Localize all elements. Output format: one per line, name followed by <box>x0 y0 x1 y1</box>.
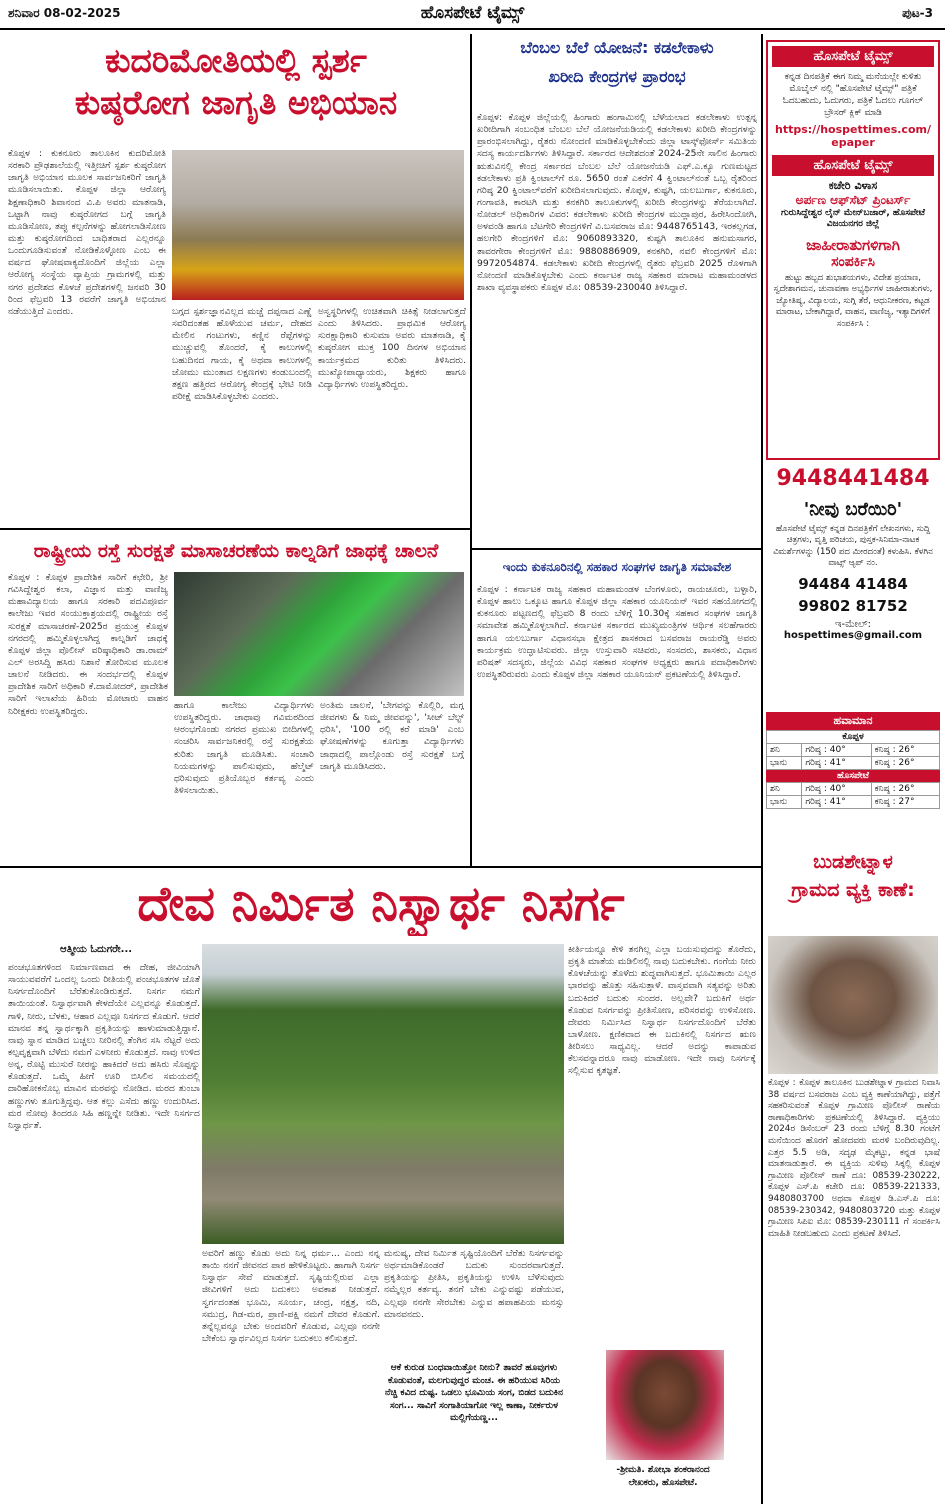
author-photo <box>606 1350 724 1460</box>
ad-phone-1[interactable]: 94484 41484 <box>798 574 908 593</box>
ad-categories: ಹುಟ್ಟು ಹಬ್ಬದ ಶುಭಾಶಯಗಳು, ವಿದೇಶ ಪ್ರಯಾಣ, ಸ್ವದೇಶಾಗಮನ, ಚುನಾವಣಾ ಅಭ್ಯರ್ಥಿಗಳ ಜಾಹೀರಾತುಗಳು, ಜ್ಯೋತಿಷ್ಯ, ವಿದ್ಯಾಲಯ, ಸುಗ್ಗಿ ತೆರೆ, ಆಧುನೀಕರಣ, ಕಟ್ಟಡ ಮಾರಾಟ, ಬೇಕಾಗಿದ್ದಾರೆ, ವಾಹನ, ವಾಣಿಜ್ಯ, ಇತ್ಯಾದಿಗಳಿಗೆ ಸಂಪರ್ಕಿಸಿ : <box>773 272 933 329</box>
feature-salutation: ಆತ್ಮೀಯ ಓದುಗರೇ... <box>60 944 133 955</box>
headline-line1: ಬೆಂಬಲ ಬೆಲೆ ಯೋಜನೆ: ಕಡಲೇಕಾಳು <box>520 38 714 57</box>
weather-row: ಶನಿ ಗರಿಷ್ಠ : 40° ಕನಿಷ್ಠ : 26° <box>767 783 940 796</box>
ad-write-heading: 'ನೀವು ಬರೆಯಿರಿ' <box>803 499 903 520</box>
section-divider <box>0 528 470 530</box>
headline-line2: ಗ್ರಾಮದ ವ್ಯಕ್ತಿ ಕಾಣೆ: <box>791 878 915 901</box>
feature-poem: ಆಕೆ ಕುರುಡ ಬಂಧವಾಯಿತ್ತೋ ನೀನು? ತಾವರೆ ಹೂವುಗಳು ಕೊಡುವಂತೆ, ಮಲಗುವುದ್ದರ ಮಂಚ. ಈ ಹರಿಯುವ ಸಿರಿಯ ನೆಚ್ಚಿ ಕವಿದ ದುಷ್ಟ. ಒಡಲು ಭೂಮಿಯ ಸಂಗ, ಬಿಡದ ಬದುಕಿನ ಸಂಗ... ಸಾವಿಗೆ ಸಂಗಾತಿಯಾಗೋ ಇಲ್ಲ ಕಾಣಾ, ನೀರ್ಕರುಳ ಮಲ್ಲಿಗೆಯಣ್ಣ... <box>384 1363 563 1424</box>
ad-printer: ಅರ್ಪಣ ಆಫ್‌ಸೆಟ್ ಪ್ರಿಂಟರ್ಸ್ <box>795 192 911 207</box>
story-road-safety-headline: ರಾಷ್ಟ್ರೀಯ ರಸ್ತೆ ಸುರಕ್ಷತೆ ಮಾಸಾಚರಣೆಯ ಕಾಲ್ನಡಿಗೆ ಜಾಥಕ್ಕೆ ಚಾಲನೆ <box>33 540 439 562</box>
weather-table-hospet <box>766 782 940 809</box>
headline-line2: ಕುಷ್ಠರೋಗ ಜಾಗೃತಿ ಅಭಿಯಾನ <box>74 82 398 122</box>
ad-office-label: ಕಚೇರಿ ವಿಳಾಸ <box>828 178 878 192</box>
ad-url-suffix: epaper <box>831 135 875 149</box>
headline-line1: ಬುಡಶೇಟ್ನಾಳ <box>813 851 893 873</box>
feature-mid-column-1: ಅವರಿಗೆ ಹಣ್ಣು ಕೊಡು ಅದು ನಿನ್ನ ಧರ್ಮ... ಎಂದು ನನ್ನ ತಾಯಿ ನನಗೆ ಜೀವನದ ಪಾಠ ಹೇಳಿಕೊಟ್ಟರು. ಹಾಗಾಗಿ ನಿಸರ್ಗ ನಿಸ್ವಾರ್ಥ ಸೇವೆ ಮಾಡುತ್ತದೆ. ಸೃಷ್ಟಿಯಲ್ಲಿರುವ ಎಲ್ಲಾ ಜೀವಿಗಳಿಗೆ ಅದು ಬದುಕಲು ಅವಕಾಶ ನೀಡುತ್ತದೆ. ಸ್ವರ್ಗದಂತಹ ಭೂಮಿ, ಸೂರ್ಯ, ಚಂದ್ರ, ನಕ್ಷತ್ರ, ನದಿ, ಸಮುದ್ರ, ಗಿಡ-ಮರ, ಪ್ರಾಣಿ-ಪಕ್ಷಿ ನಮಗೆ ದೇವರ ಕೊಡುಗೆ. ತನ್ನೆಲ್ಲವನ್ನೂ ಬೇಕು ಅಂದವರಿಗೆ ಕೊಡುವ, ಎಲ್ಲವೂ ನನಗೇ ಬೇಕೆಂಬ ಸ್ವಾರ್ಥವಿಲ್ಲದ ನಿಸರ್ಗ ಬದುಕಲು ಕಲಿಸುತ್ತದೆ. <box>202 1248 380 1344</box>
ad-address: ಗುರುಸಿದ್ದೇಶ್ವರ ಲೈನ್ ಮೇನ್‌ಬಜಾರ್, ಹೊಸಪೇಟೆ ವಿಜಯನಗರ ಜಿಲ್ಲೆ <box>781 207 925 230</box>
section-divider <box>0 866 761 868</box>
story-road-safety-col2: ಹಾಗೂ ಕಾಲೇಜು ವಿದ್ಯಾರ್ಥಿಗಳು ಉಪಸ್ಥಿತರಿದ್ದರು. ಜಾಥಾವು ಗವಿಮಠದಿಂದ ಆರಂಭಗೊಂಡು ನಗರದ ಪ್ರಮುಖ ಬೀದಿಗಳಲ್ಲಿ ಸಂಚರಿಸಿ ಸಾರ್ವಜನಿಕರಲ್ಲಿ ರಸ್ತೆ ಸುರಕ್ಷತೆಯ ಕುರಿತು ಜಾಗೃತಿ ಮೂಡಿಸಿತು. ಸಂಚಾರಿ ನಿಯಮಗಳನ್ನು ಪಾಲಿಸುವುದು, ಹೆಲ್ಮೆಟ್ ಧರಿಸುವುದು ಪ್ರತಿಯೊಬ್ಬರ ಕರ್ತವ್ಯ ಎಂದು ತಿಳಿಸಲಾಯಿತು. <box>174 700 314 796</box>
column-divider <box>761 34 763 1504</box>
headline-line1: ಕುದರಿಮೋತಿಯಲ್ಲಿ ಸ್ಪರ್ಶ <box>105 41 367 80</box>
story-msp-headline <box>476 38 758 110</box>
issue-date: ಶನಿವಾರ 08-02-2025 <box>8 6 121 20</box>
weather-title: ಹವಾಮಾನ <box>766 712 940 730</box>
author-name: -ಶ್ರೀಮತಿ. ಶೋಭಾ ಶಂಕರಾನಂದ <box>616 1465 710 1475</box>
story-leprosy-col2: ಬಗ್ಗದ ಸ್ಪರ್ಶಜ್ಞಾನವಿಲ್ಲದ ಮಚ್ಚೆ ದಪ್ಪನಾದ ಎಣ್ಣೆ ಸವರಿದಂತಹ ಹೊಳೆಯುವ ಚರ್ಮ, ದೇಹದ ಮೇಲಿನ ಗಂಟುಗಳು, ಕಣ್ಣಿನ ರೆಪ್ಪೆಗಳನ್ನು ಮುಚ್ಚುವಲ್ಲಿ ತೊಂದರೆ, ಕೈ ಕಾಲುಗಳಲ್ಲಿ ಬಹುದಿನದ ಗಾಯ, ಕೈ ಅಥವಾ ಕಾಲುಗಳಲ್ಲಿ ಜೋಮು ಮುಂತಾದ ಲಕ್ಷಣಗಳು ಕಂಡುಬಂದಲ್ಲಿ ತಕ್ಷಣ ಹತ್ತಿರದ ಆರೋಗ್ಯ ಕೇಂದ್ರಕ್ಕೆ ಭೇಟಿ ನೀಡಿ ಪರೀಕ್ಷೆ ಮಾಡಿಸಿಕೊಳ್ಳಬೇಕು ಎಂದರು. <box>172 306 312 402</box>
weather-row: ಭಾನು ಗರಿಷ್ಠ : 41° ಕನಿಷ್ಠ : 27° <box>767 796 940 809</box>
story-msp-body: ಕೊಪ್ಪಳ: ಕೊಪ್ಪಳ ಜಿಲ್ಲೆಯಲ್ಲಿ ಹಿಂಗಾರು ಹಂಗಾಮಿನಲ್ಲಿ ಬೆಳೆಯಲಾದ ಕಡಲೇಕಾಳು ಉತ್ಪನ್ನ ಖರೀದಿಗಾಗಿ ಸಂಬಂಧಿತ ಬೆಂಬಲ ಬೆಲೆ ಯೋಜನೆಯಡಿಯಲ್ಲಿ ಕಡಲೇಕಾಳು ಖರೀದಿ ಕೇಂದ್ರಗಳನ್ನು ಪ್ರಾರಂಭಿಸಲಾಗಿದ್ದು, ರೈತರು ನೋಂದಣಿ ಮಾಡಿಕೊಳ್ಳಬೇಕೆಂದು ಜಿಲ್ಲಾ ಟಾಸ್ಕ್‌ಫೋರ್ಸ್ ಸಮಿತಿಯ ಸದಸ್ಯ ಕಾರ್ಯದರ್ಶಿಗಳು ತಿಳಿಸಿದ್ದಾರೆ. ಸರ್ಕಾರದ ಆದೇಶದಂತೆ 2024-25ನೇ ಸಾಲಿನ ಹಿಂಗಾರು ಋತುವಿನಲ್ಲಿ ಕೇಂದ್ರ ಸರ್ಕಾರದ ಬೆಂಬಲ ಬೆಲೆ ಯೋಜನೆಯಡಿ ಎಫ್.ಎ.ಕ್ಯೂ ಗುಣಮಟ್ಟದ ಕಡಲೇಕಾಳು ಪ್ರತಿ ಕ್ವಿಂಟಾಲ್‌ಗೆ ರೂ. 5650 ರಂತೆ ಎಕರೆಗೆ 4 ಕ್ವಿಂಟಾಲ್‌ನಂತೆ ಒಬ್ಬ ರೈತರಿಂದ ಗರಿಷ್ಠ 20 ಕ್ವಿಂಟಾಲ್‌ವರೆಗೆ ಖರೀದಿಸಲಾಗುವುದು. ಕೊಪ್ಪಳ, ಕುಷ್ಟಗಿ, ಯಲಬುರ್ಗಾ, ಕುಕನೂರು, ಗಂಗಾವತಿ, ಕಾರಟಗಿ ಮತ್ತು ಕನಕಗಿರಿ ತಾಲೂಕುಗಳಲ್ಲಿ ಖರೀದಿ ಕೇಂದ್ರಗಳನ್ನು ತೆರೆಯಲಾಗಿದೆ. ನೋಡಲ್ ಅಧಿಕಾರಿಗಳ ವಿವರ: ಕಡಲೇಕಾಳು ಖರೀದಿ ಕೇಂದ್ರಗಳ ಮುದ್ಲಾಪುರ, ಹಿರೇಸಿಂದೋಗಿ, ಅಳವಂಡಿ ಹಾಗೂ ಬೆಟಗೇರಿ ಕೇಂದ್ರಗಳಿಗೆ ವಿ.ಬಸವರಾಜ ಮೊ: 9448765143, ಇರಕಲ್ಲಗಡ, ಹಲಗೇರಿ ಕೇಂದ್ರಗಳಿಗೆ ಮೊ: 9060893320, ಕುಷ್ಟಗಿ ತಾಲೂಕಿನ ಹನುಮಸಾಗರ, ತಾವರಗೇರಾ ಕೇಂದ್ರಗಳಿಗೆ ಮೊ: 9880886909, ಕನಕಗಿರಿ, ನವಲಿ ಕೇಂದ್ರಗಳಿಗೆ ಮೊ: 9972054874. ಕಡಲೇಕಾಳು ಖರೀದಿ ಕೇಂದ್ರಗಳಲ್ಲಿ ರೈತರು ಫೆಬ್ರವರಿ 2025 ರೊಳಗಾಗಿ ನೋಂದಣಿ ಮಾಡಿಕೊಳ್ಳಬೇಕು ಎಂದು ಕರ್ನಾಟಕ ರಾಜ್ಯ ಸಹಕಾರ ಮಾರಾಟ ಮಹಾಮಂಡಳದ ಶಾಖಾ ವ್ಯವಸ್ಥಾಪಕರು ಕೊಪ್ಪಳ ಮೊ: 08539-230040 ತಿಳಿಸಿದ್ದಾರೆ. <box>477 112 757 293</box>
story-leprosy-col1: ಕೊಪ್ಪಳ : ಕುಕನೂರು ತಾಲೂಕಿನ ಕುದರಿಮೋತಿ ಸರಕಾರಿ ಪ್ರೌಢಶಾಲೆಯಲ್ಲಿ ಇತ್ತೀಚಿಗೆ ಸ್ಪರ್ಶ ಕುಷ್ಠರೋಗ ಜಾಗೃತಿ ಅಭಿಯಾನ ಮೂಲಕ ಸಾರ್ವಜನಿಕರಿಗೆ ಜಾಗೃತಿ ಮೂಡಿಸಲಾಯಿತು. ಕೊಪ್ಪಳ ಜಿಲ್ಲಾ ಆರೋಗ್ಯ ಶಿಕ್ಷಣಾಧಿಕಾರಿ ಶಿವಾನಂದ ವಿ.ಪಿ ಅವರು ಮಾತನಾಡಿ, ಒಟ್ಟಾಗಿ ನಾವು ಕುಷ್ಠರೋಗದ ಬಗ್ಗೆ ಜಾಗೃತಿ ಮೂಡಿಸೋಣ, ತಪ್ಪು ಕಲ್ಪನೆಗಳನ್ನು ಹೋಗಲಾಡಿಸೋಣ ಮತ್ತು ಕುಷ್ಠರೋಗದಿಂದ ಬಾಧಿತರಾದ ಎಲ್ಲರನ್ನೂ ಒಂದುಗೂಡಿಸುವಂತೆ ನೋಡಿಕೊಳ್ಳೋಣ ಎಂಬ ಈ ವರ್ಷದ ಘೋಷವಾಕ್ಯದೊಂದಿಗೆ ಜಿಲ್ಲೆಯ ಎಲ್ಲಾ ಆರೋಗ್ಯ ಸಂಸ್ಥೆಯ ವ್ಯಾಪ್ತಿಯ ಗ್ರಾಮಗಳಲ್ಲಿ ಮತ್ತು ನಗರ ಪ್ರದೇಶದ ಕೊಳಚೆ ಪ್ರದೇಶಗಳಲ್ಲಿ ಜನವರಿ 30 ರಿಂದ ಫೆಬ್ರವರಿ 13 ರವರೆಗೆ ಜಾಗೃತಿ ಅಭಿಯಾನ ನಡೆಯುತ್ತಿದೆ ಎಂದರು. <box>8 148 166 317</box>
photo-flag-off <box>174 572 464 696</box>
photo-school-awareness <box>172 150 464 300</box>
column-divider <box>470 34 472 866</box>
page-number: ಪುಟ-3 <box>902 6 933 20</box>
story-cooperative-headline: ಇಂದು ಕುಕನೂರಿನಲ್ಲಿ ಸಹಕಾರ ಸಂಘಗಳ ಜಾಗೃತಿ ಸಮಾವೇಶ <box>502 560 732 574</box>
ad-contact-heading: ಜಾಹೀರಾತುಗಳಿಗಾಗಿ <box>806 235 900 254</box>
story-leprosy-headline <box>6 36 466 144</box>
ad-phone-2[interactable]: 99802 81752 <box>798 596 908 615</box>
weather-city-1: ಕೊಪ್ಪಳ <box>767 731 940 744</box>
story-cooperative-body: ಕೊಪ್ಪಳ : ಕರ್ನಾಟಕ ರಾಜ್ಯ ಸಹಕಾರ ಮಹಾಮಂಡಳ ಬೆಂಗಳೂರು, ರಾಯಚೂರು, ಬಳ್ಳಾರಿ, ಕೊಪ್ಪಳ ಹಾಲು ಒಕ್ಕೂಟ ಹಾಗೂ ಕೊಪ್ಪಳ ಜಿಲ್ಲಾ ಸಹಕಾರ ಯೂನಿಯನ್ ಇವರ ಸಹಯೋಗದಲ್ಲಿ ಕುಕನೂರು ಪಟ್ಟಣದಲ್ಲಿ ಫೆಬ್ರವರಿ 8 ರಂದು ಬೆಳಿಗ್ಗೆ 10.30ಕ್ಕೆ ಸಹಕಾರ ಸಂಘಗಳ ಜಾಗೃತಿ ಸಮಾವೇಶ ಹಮ್ಮಿಕೊಳ್ಳಲಾಗಿದೆ. ಕರ್ನಾಟಕ ಸರ್ಕಾರದ ಮುಖ್ಯಮಂತ್ರಿಗಳ ಆರ್ಥಿಕ ಸಲಹೆಗಾರರು ಹಾಗೂ ಯಲಬುರ್ಗಾ ವಿಧಾನಸಭಾ ಕ್ಷೇತ್ರದ ಶಾಸಕರಾದ ಬಸವರಾಜ ರಾಯರೆಡ್ಡಿ ಅವರು ಕಾರ್ಯಕ್ರಮ ಉದ್ಘಾಟಿಸುವರು. ಜಿಲ್ಲಾ ಉಸ್ತುವಾರಿ ಸಚಿವರು, ಸಂಸದರು, ಶಾಸಕರು, ವಿಧಾನ ಪರಿಷತ್ ಸದಸ್ಯರು, ಜಿಲ್ಲೆಯ ವಿವಿಧ ಸಹಕಾರ ಸಂಘಗಳ ಅಧ್ಯಕ್ಷರು ಹಾಗೂ ಪದಾಧಿಕಾರಿಗಳು ಉಪಸ್ಥಿತರಿರುವರು ಎಂದು ಕೊಪ್ಪಳ ಜಿಲ್ಲಾ ಸಹಕಾರ ಯೂನಿಯನ್ ಪ್ರಕಟಣೆಯಲ್ಲಿ ತಿಳಿಸಿದ್ದಾರೆ. <box>477 584 757 680</box>
ad-contact-block <box>766 462 940 710</box>
masthead: ಹೊಸಪೇಟೆ ಟೈಮ್ಸ್ <box>420 3 525 23</box>
feature-right-column: ಕೀರ್ತಿಯನ್ನೂ ಕೇಳಿ ತನಗಿಲ್ಲ ಎಲ್ಲಾ ಬಯಸುವುದನ್ನು ತೊರೆದು, ಪ್ರಕೃತಿ ಮಾತೆಯ ಮಡಿಲಿನಲ್ಲಿ ನಾವು ಬದುಕಬೇಕು. ಗಂಗೆಯ ನೀರು ಕೊಳಚೆಯನ್ನು ತೊಳೆದು ಶುದ್ಧವಾಗಿಸುತ್ತದೆ. ಭೂಮಿತಾಯಿ ಎಲ್ಲರ ಭಾರವನ್ನು ಹೊತ್ತು ಸಹಿಸುತ್ತಾಳೆ. ವಾಸ್ತವವಾಗಿ ಸತ್ಯವನ್ನು ಅರಿತು ಬದುಕಿದರೆ ಬದುಕು ಸುಂದರ. ಅಲ್ಲವೇ? ಬದುಕಿಗೆ ಅರ್ಥ ಕೊಡುವ ನಿಸರ್ಗವನ್ನು ಪ್ರೀತಿಸೋಣ, ಪರಿಸರವನ್ನು ಉಳಿಸೋಣ. ದೇವರು ನಿರ್ಮಿಸಿದ ನಿಸ್ವಾರ್ಥ ನಿಸರ್ಗದೊಂದಿಗೆ ಬೆರೆತು ಬಾಳೋಣ. ಕ್ಷಣಿಕವಾದ ಈ ಬದುಕಿನಲ್ಲಿ ನಿಸರ್ಗದ ಋಣ ತೀರಿಸಲು ಸಾಧ್ಯವಿಲ್ಲ. ಆದರೆ ಅದನ್ನು ಕಾಪಾಡುವ ಕೆಲಸವನ್ನಾದರೂ ನಾವು ಮಾಡೋಣ. ಇದೇ ನಾವು ನಿಸರ್ಗಕ್ಕೆ ಸಲ್ಲಿಸುವ ಕೃತಜ್ಞತೆ. <box>568 944 756 1077</box>
ad-epaper-text: ಕನ್ನಡ ದಿನಪತ್ರಿಕೆ ಈಗ ನಿಮ್ಮ ಮನೆಯಲ್ಲೇ ಕುಳಿತು ಮೊಬೈಲ್ ನಲ್ಲಿ "ಹೊಸಪೇಟೆ ಟೈಮ್ಸ್" ಪತ್ರಿಕೆ ಓದಬಹುದು, ಓದುಗರು, ಪತ್ರಿಕೆ ಓದಲು ಗೂಗಲ್ ಬ್ರೌಸರ್ ಕ್ಲಿಕ್ ಮಾಡಿ <box>782 72 924 119</box>
ad-url[interactable]: https://hospettimes.com/ <box>775 122 931 136</box>
ad-brand: ಹೊಸಪೇಟೆ ಟೈಮ್ಸ್ <box>772 46 934 67</box>
newspaper-ad <box>766 40 940 460</box>
section-divider <box>472 548 761 550</box>
missing-person-body: ಕೊಪ್ಪಳ : ಕೊಪ್ಪಳ ತಾಲೂಕಿನ ಬುಡಶೇಟ್ನಾಳ ಗ್ರಾಮದ ನಿವಾಸಿ 38 ವರ್ಷದ ಬಸವರಾಜ ಎಂಬ ವ್ಯಕ್ತಿ ಕಾಣೆಯಾಗಿದ್ದು, ಪತ್ತೆಗೆ ಸಹಕರಿಸುವಂತೆ ಕೊಪ್ಪಳ ಗ್ರಾಮೀಣ ಪೊಲೀಸ್ ಠಾಣೆಯ ಠಾಣಾಧಿಕಾರಿಗಳು ಪ್ರಕಟಣೆಯಲ್ಲಿ ತಿಳಿಸಿದ್ದಾರೆ. ವ್ಯಕ್ತಿಯು 2024ರ ಡಿಸೆಂಬರ್ 23 ರಂದು ಬೆಳಿಗ್ಗೆ 8.30 ಗಂಟೆಗೆ ಮನೆಯಿಂದ ಹೊರಗೆ ಹೋದವರು ಮರಳಿ ಬಂದಿರುವುದಿಲ್ಲ. ಎತ್ತರ 5.5 ಅಡಿ, ಸದೃಢ ಮೈಕಟ್ಟು, ಕನ್ನಡ ಭಾಷೆ ಮಾತನಾಡುತ್ತಾರೆ. ಈ ವ್ಯಕ್ತಿಯ ಸುಳಿವು ಸಿಕ್ಕಲ್ಲಿ ಕೊಪ್ಪಳ ಗ್ರಾಮೀಣ ಪೊಲೀಸ್ ಠಾಣೆ ದೂ: 08539-230222, ಕೊಪ್ಪಳ ಎಸ್.ಪಿ ಕಚೇರಿ ದೂ: 08539-221333, 9480803700 ಅಥವಾ ಕೊಪ್ಪಳ ಡಿ.ಎಸ್.ಪಿ ದೂ: 08539-230342, 9480803720 ಮತ್ತು ಕೊಪ್ಪಳ ಗ್ರಾಮೀಣ ಸಿಪಿಐ ಮೊ: 08539-230111 ಗೆ ಸಂಪರ್ಕಿಸಿ ಮಾಹಿತಿ ನೀಡಬಹುದು ಎಂದು ಪ್ರಕಟಣೆ ತಿಳಿಸಿದೆ. <box>768 1078 940 1239</box>
page-header <box>0 0 945 30</box>
weather-box <box>766 712 940 834</box>
missing-person-photo <box>768 936 938 1074</box>
feature-mid-column-2: ಮನುಷ್ಯ, ದೇವ ನಿರ್ಮಿತ ಸೃಷ್ಟಿಯೊಂದಿಗೆ ಬೆರೆತು ನಿಸರ್ಗವನ್ನು ಅರ್ಥಮಾಡಿಕೊಂಡರೆ ಬದುಕು ಸುಂದರವಾಗುತ್ತದೆ. ಪ್ರಕೃತಿಯನ್ನು ಪ್ರೀತಿಸಿ, ಪ್ರಕೃತಿಯನ್ನು ಉಳಿಸಿ ಬೆಳೆಸುವುದು ನಮ್ಮೆಲ್ಲರ ಕರ್ತವ್ಯ. ತನಗೆ ಬೇಕು ಎನ್ನುವಷ್ಟು ಪಡೆಯುವ, ಎಲ್ಲವೂ ನನಗೇ ಸೇರಬೇಕು ಎನ್ನುವ ಹಪಾಹಪಿಯ ಮನಸ್ಸು ಮಾನವನದು. <box>384 1248 564 1320</box>
ad-phone-big[interactable]: 9448441484 <box>776 466 930 491</box>
feature-left-column: ಪಂಚಭೂತಗಳಿಂದ ನಿರ್ಮಾಣವಾದ ಈ ದೇಹ, ಜೀವಿಯಾಗಿ ಸಾಯುವವರೆಗೆ ಒಂದಲ್ಲ ಒಂದು ರೀತಿಯಲ್ಲಿ ಪಂಚಭೂತಗಳ ಜೊತೆ ನಿಸರ್ಗದೊಂದಿಗೆ ಬೆರೆತುಕೊಂಡಿರುತ್ತದೆ. ನಿಸರ್ಗ ನಮಗೆ ತಾಯಿಯಂತೆ. ನಿಸ್ವಾರ್ಥವಾಗಿ ಕೇಳದೆಯೇ ಎಲ್ಲವನ್ನೂ ಕೊಡುತ್ತದೆ. ಗಾಳಿ, ನೀರು, ಬೆಳಕು, ಆಹಾರ ಎಲ್ಲವೂ ನಿಸರ್ಗದ ಕೊಡುಗೆ. ಆದರೆ ಮಾನವ ತನ್ನ ಸ್ವಾರ್ಥಕ್ಕಾಗಿ ಪ್ರಕೃತಿಯನ್ನು ಹಾಳುಮಾಡುತ್ತಿದ್ದಾನೆ. ನಾವು ಸ್ನಾನ ಮಾಡಿದ ಬಚ್ಚಲು ನೀರಿನಲ್ಲಿ ತೆಂಗಿನ ಸಸಿ ನೆಟ್ಟರೆ ಅದು ಕಲ್ಪವೃಕ್ಷವಾಗಿ ಬೆಳೆದು ನಮಗೆ ಎಳನೀರು ಕೊಡುತ್ತದೆ. ನಾವು ಉಳಿದ ಅನ್ನ, ರೊಟ್ಟಿ ಮುಸುರೆ ನೀರನ್ನು ಹಾಕಿದರೆ ಅದು ಹಸಿರು ಸೊಪ್ಪನ್ನು ಕೊಡುತ್ತದೆ. ಒಮ್ಮೆ ಹೀಗೆ ಊರಿ ಬಿಸಿಲಿನ ಸಮಯದಲ್ಲಿ ದಾರಿಹೋಕನೊಬ್ಬ ಮಾವಿನ ಮರವನ್ನು ನೋಡಿದ. ಮರದ ತುಂಬಾ ಹಣ್ಣುಗಳು ತೂಗುತ್ತಿದ್ದವು. ಆತ ಕಲ್ಲು ಎಸೆದು ಹಣ್ಣು ಉದುರಿಸಿದ. ಮರ ನೋವು ತಿಂದರೂ ಸಿಹಿ ಹಣ್ಣನ್ನೇ ನೀಡಿತು. ಇದೇ ನಿಸರ್ಗದ ನಿಸ್ವಾರ್ಥತೆ. <box>8 962 200 1131</box>
missing-person-headline <box>766 848 940 932</box>
weather-city-2: ಹೊಸಪೇಟೆ <box>766 770 940 782</box>
headline-line2: ಖರೀದಿ ಕೇಂದ್ರಗಳ ಪ್ರಾರಂಭ <box>548 67 686 87</box>
weather-row: ಶನಿ ಗರಿಷ್ಠ : 40° ಕನಿಷ್ಠ : 26° <box>767 744 940 757</box>
story-road-safety-col3: ಅಂತಿಮ ಚಾಲನೆ, 'ಬೇಗವನ್ನು ಕೊಲ್ಲಿರಿ, ಮಗ್ಗ ಜೀವಗಳು & ನಿಮ್ಮ ಜೀವವನ್ನು', 'ಸೀಟ್ ಬೆಲ್ಟ್ ಧರಿಸಿ', '100 ರಲ್ಲಿ ಕರೆ ಮಾಡಿ' ಎಂಬ ಘೋಷಣೆಗಳನ್ನು ಕೂಗುತ್ತಾ ವಿದ್ಯಾರ್ಥಿಗಳು ಜಾಥಾದಲ್ಲಿ ಪಾಲ್ಗೊಂಡು ರಸ್ತೆ ಸುರಕ್ಷತೆ ಬಗ್ಗೆ ಜಾಗೃತಿ ಮೂಡಿಸಿದರು. <box>320 700 464 772</box>
ad-email[interactable]: hospettimes@gmail.com <box>783 629 923 641</box>
ad-brand-2: ಹೊಸಪೇಟೆ ಟೈಮ್ಸ್ <box>772 155 934 176</box>
author-designation: ಲೇಖಕರು, ಹೊಸಪೇಟೆ. <box>628 1478 698 1489</box>
story-road-safety-col1: ಕೊಪ್ಪಳ : ಕೊಪ್ಪಳ ಪ್ರಾದೇಶಿಕ ಸಾರಿಗೆ ಕಛೇರಿ, ಶ್ರೀ ಗವಿಸಿದ್ದೇಶ್ವರ ಕಲಾ, ವಿಜ್ಞಾನ ಮತ್ತು ವಾಣಿಜ್ಯ ಮಹಾವಿದ್ಯಾಲಯ ಹಾಗೂ ಸರಕಾರಿ ಪದವಿಪೂರ್ವ ಕಾಲೇಜು ಇವರ ಸಂಯುಕ್ತಾಶ್ರಯದಲ್ಲಿ ರಾಷ್ಟ್ರೀಯ ರಸ್ತೆ ಸುರಕ್ಷತೆ ಮಾಸಾಚರಣೆ-2025ರ ಪ್ರಯುಕ್ತ ಕೊಪ್ಪಳ ನಗರದಲ್ಲಿ ಹಮ್ಮಿಕೊಳ್ಳಲಾಗಿದ್ದ ಕಾಲ್ನಡಿಗೆ ಜಾಥಕ್ಕೆ ಕೊಪ್ಪಳ ಜಿಲ್ಲಾ ಪೊಲೀಸ್ ವರಿಷ್ಠಾಧಿಕಾರಿ ಡಾ.ರಾಮ್ ಎಲ್ ಅರಸಿದ್ದಿ ಹಸಿರು ನಿಶಾನೆ ತೋರಿಸುವ ಮೂಲಕ ಚಾಲನೆ ನೀಡಿದರು. ಈ ಸಂದರ್ಭದಲ್ಲಿ ಕೊಪ್ಪಳ ಪ್ರಾದೇಶಿಕ ಸಾರಿಗೆ ಅಧಿಕಾರಿ ಕೆ.ದಾಮೋದರ್, ಪ್ರಾದೇಶಿಕ ಸಾರಿಗೆ ಇಲಾಖೆಯ ಹಿರಿಯ ಮೋಟಾರು ವಾಹನ ನಿರೀಕ್ಷಕರು ಉಪಸ್ಥಿತರಿದ್ದರು. <box>8 572 168 717</box>
ad-email-label: ಇ-ಮೇಲ್: <box>835 618 871 630</box>
feature-headline: ದೇವ ನಿರ್ಮಿತ ನಿಸ್ವಾರ್ಥ ನಿಸರ್ಗ <box>137 876 625 932</box>
story-leprosy-col3: ಅಸ್ವಸ್ಥರಿಗಳಲ್ಲಿ ಉಚಿತವಾಗಿ ಚಿಕಿತ್ಸೆ ನೀಡಲಾಗುತ್ತದೆ ಎಂದು ತಿಳಿಸಿದರು. ಪ್ರಾಥಮಿಕ ಆರೋಗ್ಯ ಸುರಕ್ಷಾಧಿಕಾರಿ ಕುಸುಮಾ ಅವರು ಮಾತನಾಡಿ, ಕೈ ಕುಷ್ಠರೋಗ ಮುಕ್ತ 100 ದಿನಗಳ ಅಭಿಯಾನ ಕಾರ್ಯಕ್ರಮದ ಕುರಿತು ತಿಳಿಸಿದರು. ಮುಖ್ಯೋಪಾಧ್ಯಾಯರು, ಶಿಕ್ಷಕರು ಹಾಗೂ ವಿದ್ಯಾರ್ಥಿಗಳು ಉಪಸ್ಥಿತರಿದ್ದರು. <box>318 306 466 390</box>
photo-nature-pond <box>202 944 564 1244</box>
ad-write-text: ಹೊಸಪೇಟೆ ಟೈಮ್ಸ್ ಕನ್ನಡ ದಿನಪತ್ರಿಕೆಗೆ ಲೇಖನಗಳು, ಸುದ್ದಿ ಚಿತ್ರಗಳು, ವೃತ್ತಿ ಪರಿಚಯ, ಪುಸ್ತಕ-ಸಿನಿಮಾ-ನಾಟಕ ವಿಮರ್ಶೆಗಳನ್ನು (150 ಪದ ಮೀರದಂತೆ) ಕಳುಹಿಸಿ. ಕೆಳಗಿನ ವಾಟ್ಸ್ ಆ್ಯಪ್ ನಂ. <box>773 524 933 569</box>
weather-row: ಭಾನು ಗರಿಷ್ಠ : 41° ಕನಿಷ್ಠ : 26° <box>767 757 940 770</box>
feature-author <box>570 1464 756 1500</box>
weather-table-koppal <box>766 730 940 770</box>
ad-contact-heading-2: ಸಂಪರ್ಕಿಸಿ <box>831 253 875 270</box>
